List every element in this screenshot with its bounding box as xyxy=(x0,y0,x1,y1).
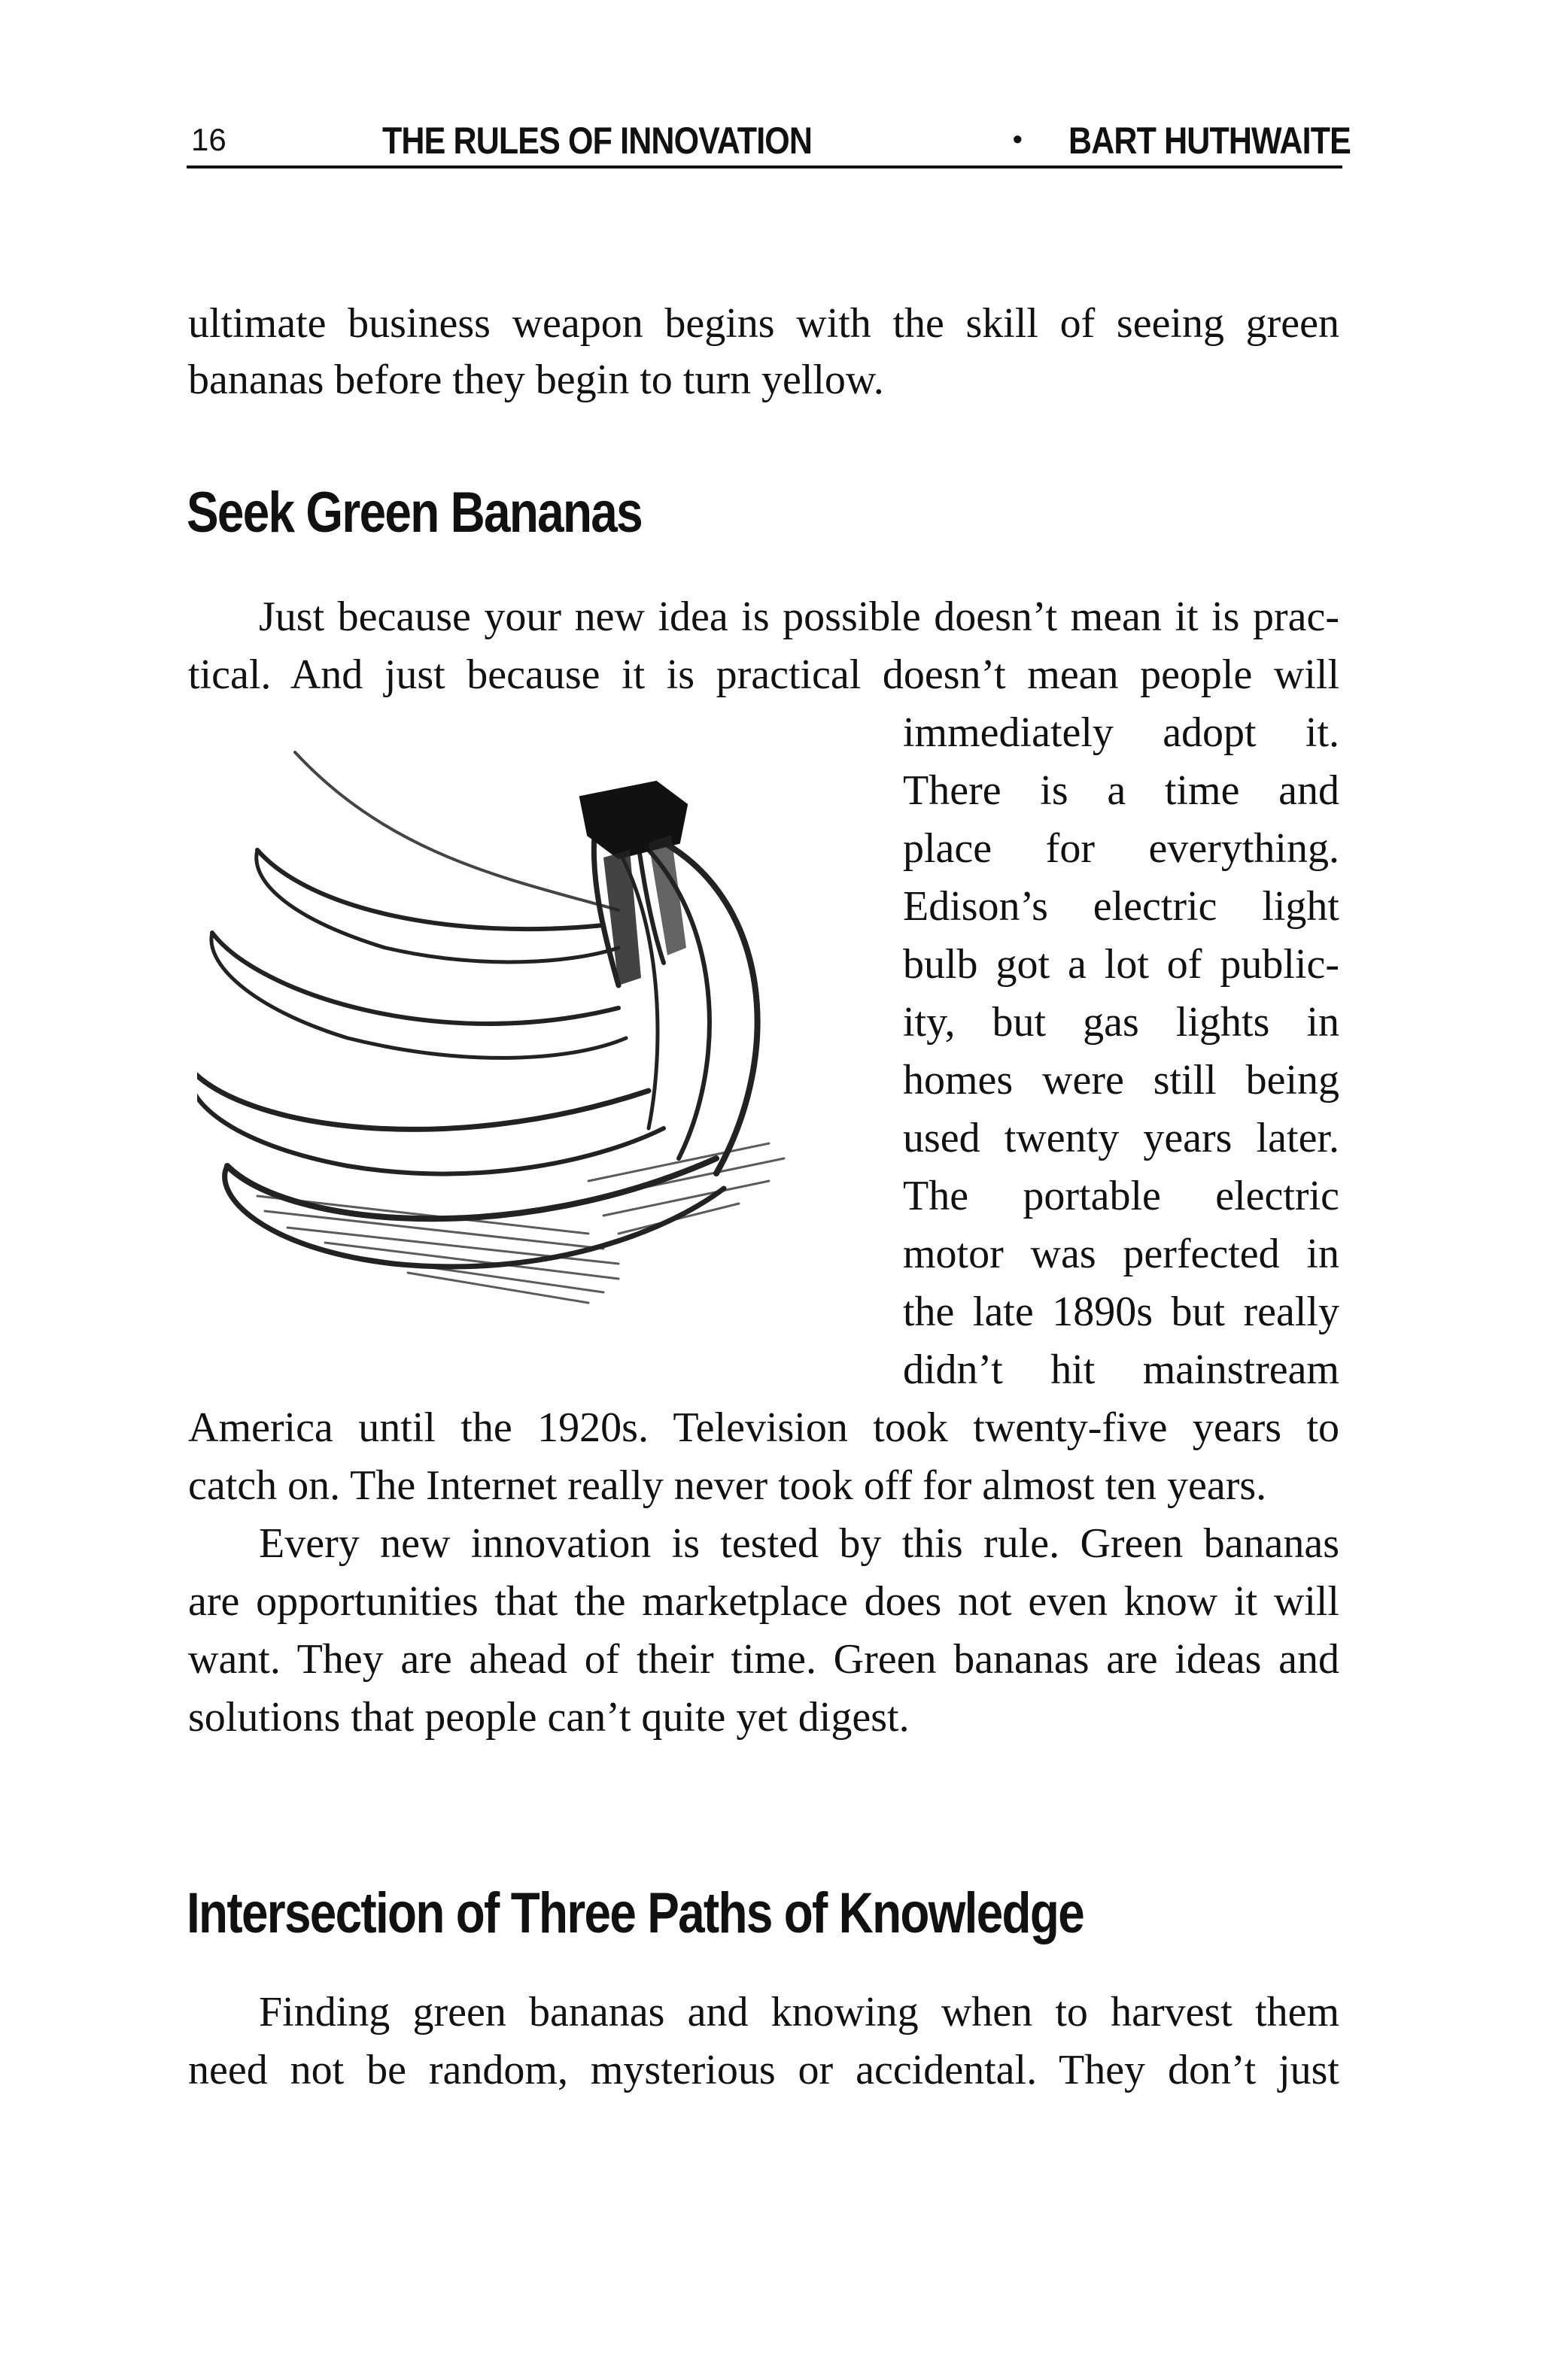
wrapped-text-line: didn’t hit mainstream xyxy=(903,1346,1339,1393)
header-separator: • xyxy=(1013,123,1023,154)
text-line: want. They are ahead of their time. Green bananas are ideas and xyxy=(188,1636,1339,1683)
book-title: THE RULES OF INNOVATION xyxy=(382,120,813,162)
wrapped-text-line: The portable electric xyxy=(903,1173,1339,1219)
page-number: 16 xyxy=(191,122,226,157)
text-line: need not be random, mysterious or accidental. They don’t just xyxy=(188,2047,1339,2093)
text-line: tical. And just because it is practical doesn’t mean people will xyxy=(188,651,1339,698)
running-header xyxy=(187,113,1351,168)
wrapped-text-line: place for everything. xyxy=(903,825,1339,872)
section-heading-seek-green-bananas: Seek Green Bananas xyxy=(187,481,642,545)
wrapped-text-line: ity, but gas lights in xyxy=(903,999,1339,1046)
text-line: Just because your new idea is possible doesn’t mean it is prac- xyxy=(259,593,1339,640)
text-line: Every new innovation is tested by this rule. Green bananas xyxy=(259,1520,1339,1567)
wrapped-text-line: There is a time and xyxy=(903,767,1339,814)
wrapped-text-line: the late 1890s but really xyxy=(903,1289,1339,1335)
wrapped-text-line: Edison’s electric light xyxy=(903,883,1339,930)
author-name: BART HUTHWAITE xyxy=(1068,120,1351,162)
wrapped-text-line: motor was perfected in xyxy=(903,1231,1339,1277)
text-line: Finding green bananas and knowing when to harvest them xyxy=(259,1989,1339,2035)
wrapped-text-line: immediately adopt it. xyxy=(903,709,1339,756)
text-line: America until the 1920s. Television took twenty-five years to xyxy=(188,1404,1339,1451)
text-line: ultimate business weapon begins with the skill of seeing green xyxy=(188,300,1339,347)
wrapped-text-line: homes were still being xyxy=(903,1057,1339,1103)
text-line: catch on. The Internet really never took off for almost ten years. xyxy=(188,1462,1267,1509)
text-line: are opportunities that the marketplace does not even know it will xyxy=(188,1578,1339,1625)
text-line: bananas before they begin to turn yellow. xyxy=(188,357,884,403)
section-heading-intersection: Intersection of Three Paths of Knowledge xyxy=(187,1881,1084,1945)
wrapped-text-line: bulb got a lot of public- xyxy=(903,941,1339,988)
wrapped-text-line: used twenty years later. xyxy=(903,1115,1339,1161)
banana-bunch-sketch-icon xyxy=(197,737,852,1354)
text-line: solutions that people can’t quite yet digest. xyxy=(188,1694,910,1741)
